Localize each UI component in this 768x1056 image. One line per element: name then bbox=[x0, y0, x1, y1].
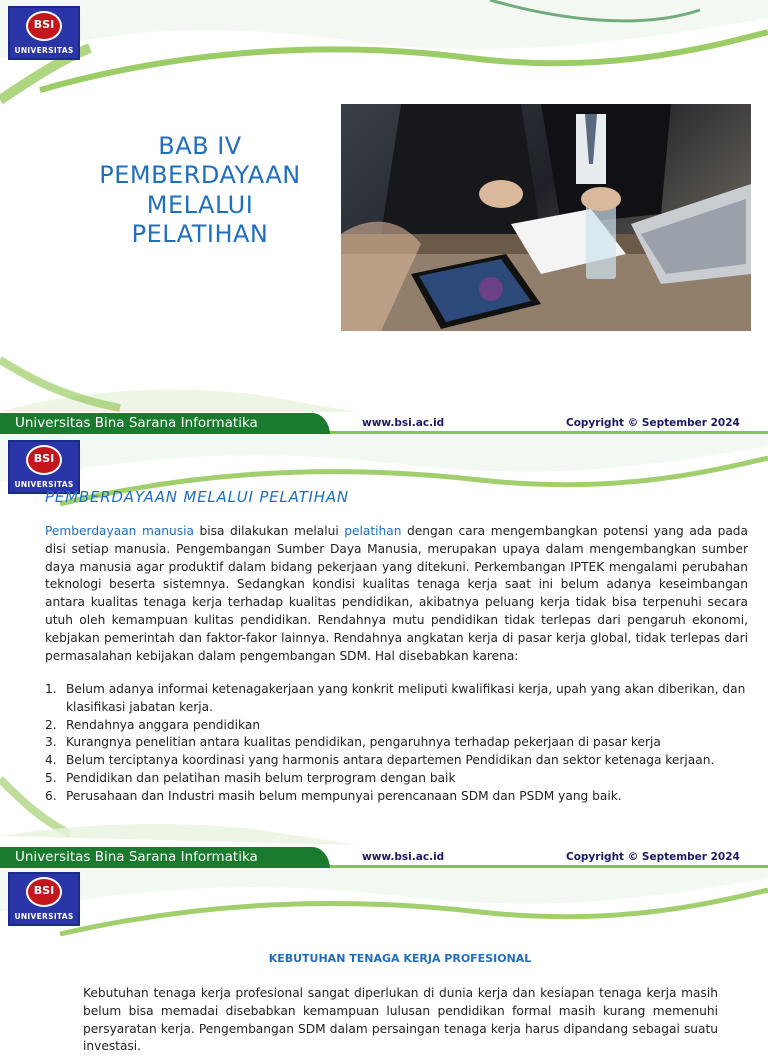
slide-footer bbox=[0, 847, 768, 868]
list-item bbox=[45, 752, 748, 770]
list-number: 2. bbox=[45, 717, 57, 732]
list-number: 5. bbox=[45, 770, 57, 785]
paragraph-text: dengan cara mengembangkan potensi yang ada pada disi setiap manusia. Pengembangan Sumber Daya Manusia, merupakan upaya dalam mengembangkan sumber daya manusia agar produktif dalam bidang pekerjaan yang ditekuni. Perkembangan IPTEK mengalami perubahan teknologi beserta sistemnya. Sedangkan kondisi kualitas tenaga kerja saat ini belum adanya keseimbangan antara kualitas tenaga kerja terhadap kualitas pendidikan, akibatnya peluang kerja tidak bisa terpenuhi secara utuh oleh kemampuan kulitas pendidikan. Rendahnya mutu pendidikan tidak terlepas dari pengaruh ekonomi, kebjakan pemerintah dan faktor-fakor lainnya. Rendahnya angkatan kerja di pasar kerja global, tidak terlepas dari permasalahan kebijakan dalam pengembangan SDM. Hal disebabkan karena: bbox=[45, 524, 749, 663]
footer-copyright: Copyright © September 2024 bbox=[566, 851, 740, 863]
list-text: Rendahnya anggara pendidikan bbox=[66, 717, 261, 732]
footer-url[interactable]: www.bsi.ac.id bbox=[362, 417, 445, 429]
university-logo bbox=[8, 440, 80, 494]
list-number: 1. bbox=[45, 682, 57, 696]
title-line: BAB IV bbox=[158, 132, 242, 160]
business-meeting-photo bbox=[341, 104, 751, 331]
emblem-text: BSI bbox=[33, 884, 55, 897]
slide-footer bbox=[0, 413, 768, 434]
footer-url[interactable]: www.bsi.ac.id bbox=[362, 851, 445, 863]
list-item bbox=[45, 717, 748, 735]
list-item bbox=[45, 681, 748, 717]
footer-university-block bbox=[0, 413, 330, 434]
list-text: Pendidikan dan pelatihan masih belum terprogram dengan baik bbox=[66, 770, 456, 785]
list-item bbox=[45, 734, 748, 752]
list-number: 4. bbox=[45, 753, 57, 768]
body-paragraph bbox=[45, 523, 748, 665]
paragraph-text: bisa dilakukan melalui bbox=[193, 524, 345, 538]
cause-list bbox=[45, 681, 748, 806]
list-text: Kurangnya penelitian antara kualitas pendidikan, pengaruhnya terhadap pekerjaan di pasar kerja bbox=[66, 735, 661, 750]
university-emblem-icon bbox=[26, 877, 62, 907]
photo-illustration bbox=[341, 104, 751, 331]
footer-university: Universitas Bina Sarana Informatika bbox=[15, 849, 258, 865]
university-logo bbox=[8, 872, 80, 926]
footer-university: Universitas Bina Sarana Informatika bbox=[15, 415, 258, 431]
body-paragraph: Kebutuhan tenaga kerja profesional sangat diperlukan di dunia kerja dan kesiapan tenaga kerja masih belum bisa memadai disebabkan kemampuan lulusan pendidikan formal masih kurang memenuhi persyaratan kerja. Pengembangan SDM dalam persaingan tenaga kerja harus dipandang sebagai suatu investasi. bbox=[83, 986, 718, 1054]
section-heading: PEMBERDAYAAN MELALUI PELATIHAN bbox=[45, 488, 349, 506]
logo-text: UNIVERSITAS bbox=[14, 480, 74, 489]
title-line: PELATIHAN bbox=[131, 219, 269, 248]
university-emblem-icon bbox=[26, 11, 62, 41]
list-number: 3. bbox=[45, 735, 57, 750]
logo-text: UNIVERSITAS bbox=[14, 46, 74, 55]
list-text: Perusahaan dan Industri masih belum mempunyai perencanaan SDM dan PSDM yang baik. bbox=[66, 788, 622, 803]
university-emblem-icon bbox=[26, 445, 62, 475]
list-text: Belum terciptanya koordinasi yang harmonis antara departemen Pendidikan dan sektor ketenaga kerjaan. bbox=[66, 753, 715, 768]
university-logo bbox=[8, 6, 80, 60]
section-heading: KEBUTUHAN TENAGA KERJA PROFESIONAL bbox=[268, 952, 532, 965]
highlight-term: pelatihan bbox=[344, 524, 402, 538]
list-item bbox=[45, 788, 748, 806]
list-item bbox=[45, 770, 748, 788]
list-number: 6. bbox=[45, 788, 57, 803]
emblem-text: BSI bbox=[33, 18, 55, 31]
title-line: MELALUI bbox=[146, 190, 254, 219]
emblem-text: BSI bbox=[33, 452, 55, 465]
footer-copyright: Copyright © September 2024 bbox=[566, 417, 740, 429]
title-line: PEMBERDAYAAN bbox=[99, 161, 301, 190]
slide-title bbox=[60, 132, 340, 249]
highlight-term: Pemberdayaan manusia bbox=[45, 524, 194, 538]
footer-university-block bbox=[0, 847, 330, 868]
slide-1 bbox=[0, 0, 768, 434]
logo-text: UNIVERSITAS bbox=[14, 912, 74, 921]
list-text: Belum adanya informai ketenagakerjaan yang konkrit meliputi kwalifikasi kerja, upah yang akan diberikan, dan klasifikasi jabatan kerja. bbox=[66, 682, 746, 714]
